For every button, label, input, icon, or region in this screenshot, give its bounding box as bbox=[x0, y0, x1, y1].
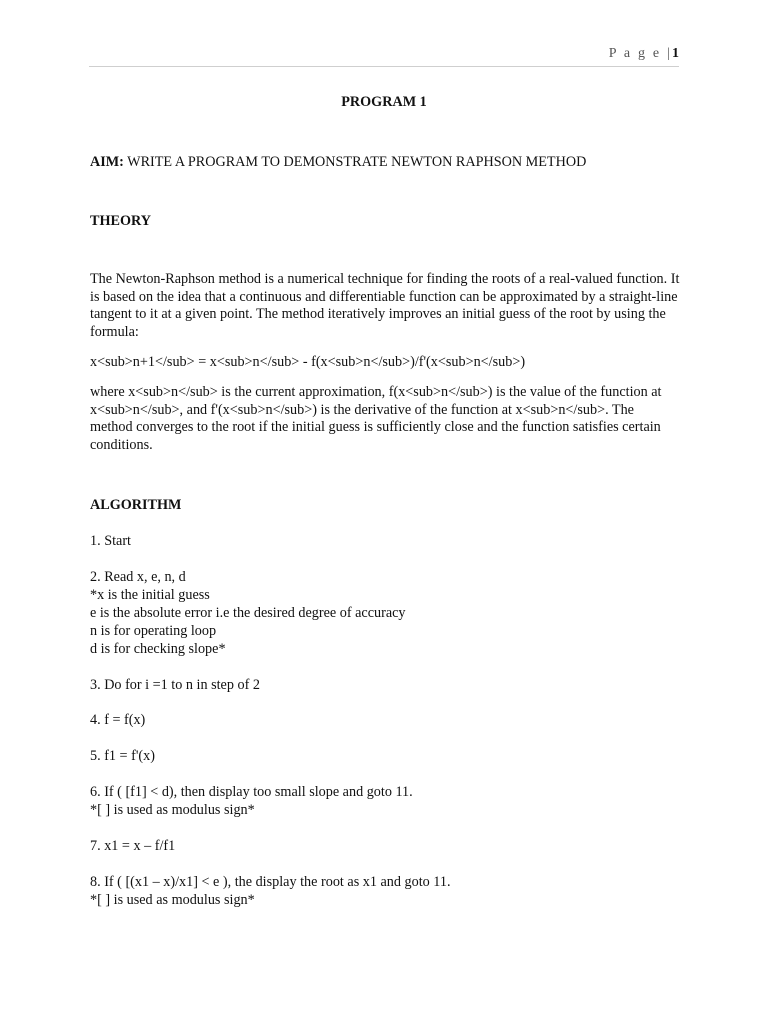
algorithm-step-4: 4. f = f(x) bbox=[90, 712, 146, 728]
algorithm-step-8: 8. If ( [(x1 – x)/x1] < e ), the display the root as x1 and goto 11. bbox=[90, 874, 451, 890]
aim-label: AIM: bbox=[90, 154, 124, 170]
theory-heading: THEORY bbox=[90, 213, 151, 229]
page-number: 1 bbox=[672, 46, 679, 61]
algorithm-step-1: 1. Start bbox=[90, 533, 131, 549]
aim-line bbox=[90, 153, 680, 171]
aim-text: WRITE A PROGRAM TO DEMONSTRATE NEWTON RAPHSON METHOD bbox=[123, 154, 587, 170]
theory-paragraph-1: The Newton-Raphson method is a numerical technique for finding the roots of a real-valued function. It is based on the idea that a continuous and differentiable function can be approximated by a straight-line tangent to it at a given point. The method iteratively improves an initial guess of the root by using the formula: bbox=[90, 271, 680, 340]
algorithm-step-3: 3. Do for i =1 to n in step of 2 bbox=[90, 677, 260, 693]
step-6-note: *[ ] is used as modulus sign* bbox=[90, 802, 255, 818]
algorithm-heading: ALGORITHM bbox=[90, 497, 182, 513]
newton-formula: x<sub>n+1</sub> = x<sub>n</sub> - f(x<sub>n</sub>)/f'(x<sub>n</sub>) bbox=[90, 354, 526, 370]
algorithm-step-6: 6. If ( [f1] < d), then display too small slope and goto 11. bbox=[90, 784, 413, 800]
theory-paragraph-2: where x<sub>n</sub> is the current approximation, f(x<sub>n</sub>) is the value of the function at x<sub>n</sub>, and f'(x<sub>n</sub>) is the derivative of the function at x<sub>n</sub>. The method converges to the root if the initial guess is sufficiently close and the function satisfies certain conditions. bbox=[90, 384, 662, 453]
page-number-header bbox=[609, 46, 679, 62]
step-8-note: *[ ] is used as modulus sign* bbox=[90, 892, 255, 908]
step-2-note: e is the absolute error i.e the desired degree of accuracy bbox=[90, 605, 406, 621]
page-label: P a g e | bbox=[608, 46, 672, 61]
header-divider bbox=[89, 66, 679, 67]
algorithm-step-5: 5. f1 = f'(x) bbox=[90, 748, 155, 764]
program-title: PROGRAM 1 bbox=[341, 94, 427, 110]
step-2-note: d is for checking slope* bbox=[90, 641, 226, 657]
algorithm-step-7: 7. x1 = x – f/f1 bbox=[90, 838, 176, 854]
algorithm-step-2: 2. Read x, e, n, d bbox=[90, 569, 186, 585]
step-2-note: *x is the initial guess bbox=[90, 587, 210, 603]
step-2-note: n is for operating loop bbox=[90, 623, 217, 639]
